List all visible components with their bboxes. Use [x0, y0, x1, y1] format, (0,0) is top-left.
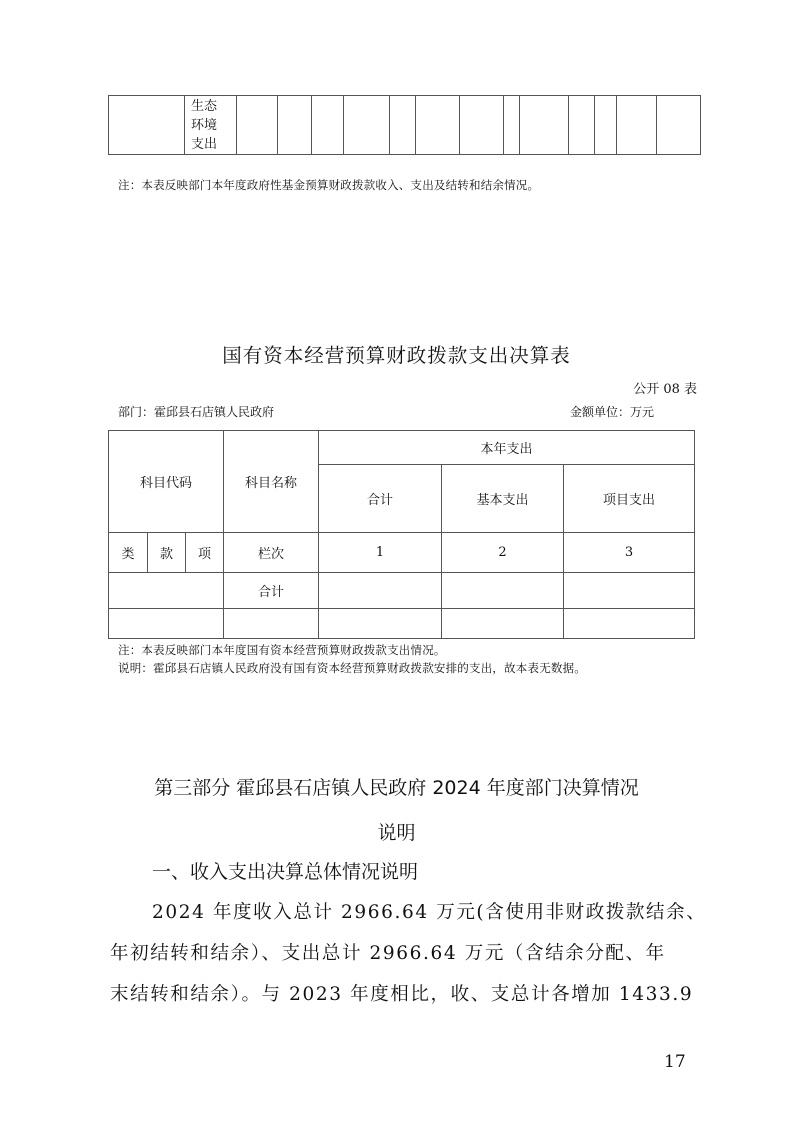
table-row	[109, 96, 701, 155]
column-number: 3	[564, 533, 695, 573]
basic-cell	[442, 573, 564, 609]
section-heading: 一、收入支出决算总体情况说明	[152, 861, 419, 883]
fund-budget-table-fragment	[108, 95, 701, 155]
item-name-line: 环境	[191, 117, 218, 133]
value-cell	[617, 96, 657, 155]
item-name-line: 支出	[191, 136, 218, 152]
state-capital-expenditure-table	[108, 430, 695, 639]
value-cell	[278, 96, 312, 155]
header-subject-name: 科目名称	[224, 431, 319, 533]
column-index-row	[109, 533, 695, 573]
code-cell	[109, 96, 185, 155]
project-cell	[564, 573, 695, 609]
row-label	[224, 609, 319, 639]
value-cell	[657, 96, 701, 155]
total-cell	[319, 573, 442, 609]
table-explanation: 说明：霍邱县石店镇人民政府没有国有资本经营预算财政拨款安排的支出，故本表无数据。	[118, 661, 586, 675]
table-title: 国有资本经营预算财政拨款支出决算表	[222, 344, 571, 367]
header-subject-code: 科目代码	[109, 431, 224, 533]
code-cell	[109, 573, 224, 609]
value-cell	[312, 96, 344, 155]
header-section: 款	[148, 533, 186, 573]
section-title: 第三部分 霍邱县石店镇人民政府 2024 年度部门决算情况	[154, 777, 639, 799]
value-cell	[460, 96, 504, 155]
project-cell	[564, 609, 695, 639]
header-row	[109, 431, 695, 465]
paragraph-line: 2024 年度收入总计 2966.64 万元(含使用非财政拨款结余、	[152, 902, 707, 923]
table-row	[109, 609, 695, 639]
value-cell	[416, 96, 460, 155]
header-current-year: 本年支出	[319, 431, 695, 465]
department-label: 部门：霍邱县石店镇人民政府	[118, 405, 275, 419]
table-note: 注：本表反映部门本年度国有资本经营预算财政拨款支出情况。	[118, 643, 446, 657]
header-basic: 基本支出	[442, 465, 564, 533]
header-class: 类	[109, 533, 148, 573]
header-total: 合计	[319, 465, 442, 533]
header-project: 项目支出	[564, 465, 695, 533]
code-cell	[109, 609, 224, 639]
paragraph-line: 末结转和结余）。与 2023 年度相比，收、支总计各增加 1433.9	[110, 984, 694, 1005]
total-cell	[319, 609, 442, 639]
top-table-note: 注：本表反映部门本年度政府性基金预算财政拨款收入、支出及结转和结余情况。	[118, 178, 540, 192]
column-number: 1	[319, 533, 442, 573]
page-number: 17	[664, 1052, 686, 1072]
value-cell	[237, 96, 278, 155]
value-cell	[344, 96, 390, 155]
header-column-index: 栏次	[224, 533, 319, 573]
value-cell	[504, 96, 520, 155]
item-name-line: 生态	[191, 98, 218, 114]
column-number: 2	[442, 533, 564, 573]
table-row	[109, 573, 695, 609]
row-label: 合计	[224, 573, 319, 609]
value-cell	[390, 96, 416, 155]
value-cell	[569, 96, 595, 155]
amount-unit-label: 金额单位：万元	[570, 405, 655, 419]
paragraph-line: 年初结转和结余）、支出总计 2966.64 万元（含结余分配、年	[110, 943, 666, 964]
table-number: 公开 08 表	[633, 382, 697, 397]
value-cell	[595, 96, 617, 155]
item-name-cell	[185, 96, 237, 155]
value-cell	[520, 96, 569, 155]
section-title-cont: 说明	[377, 822, 416, 844]
header-item: 项	[186, 533, 224, 573]
basic-cell	[442, 609, 564, 639]
